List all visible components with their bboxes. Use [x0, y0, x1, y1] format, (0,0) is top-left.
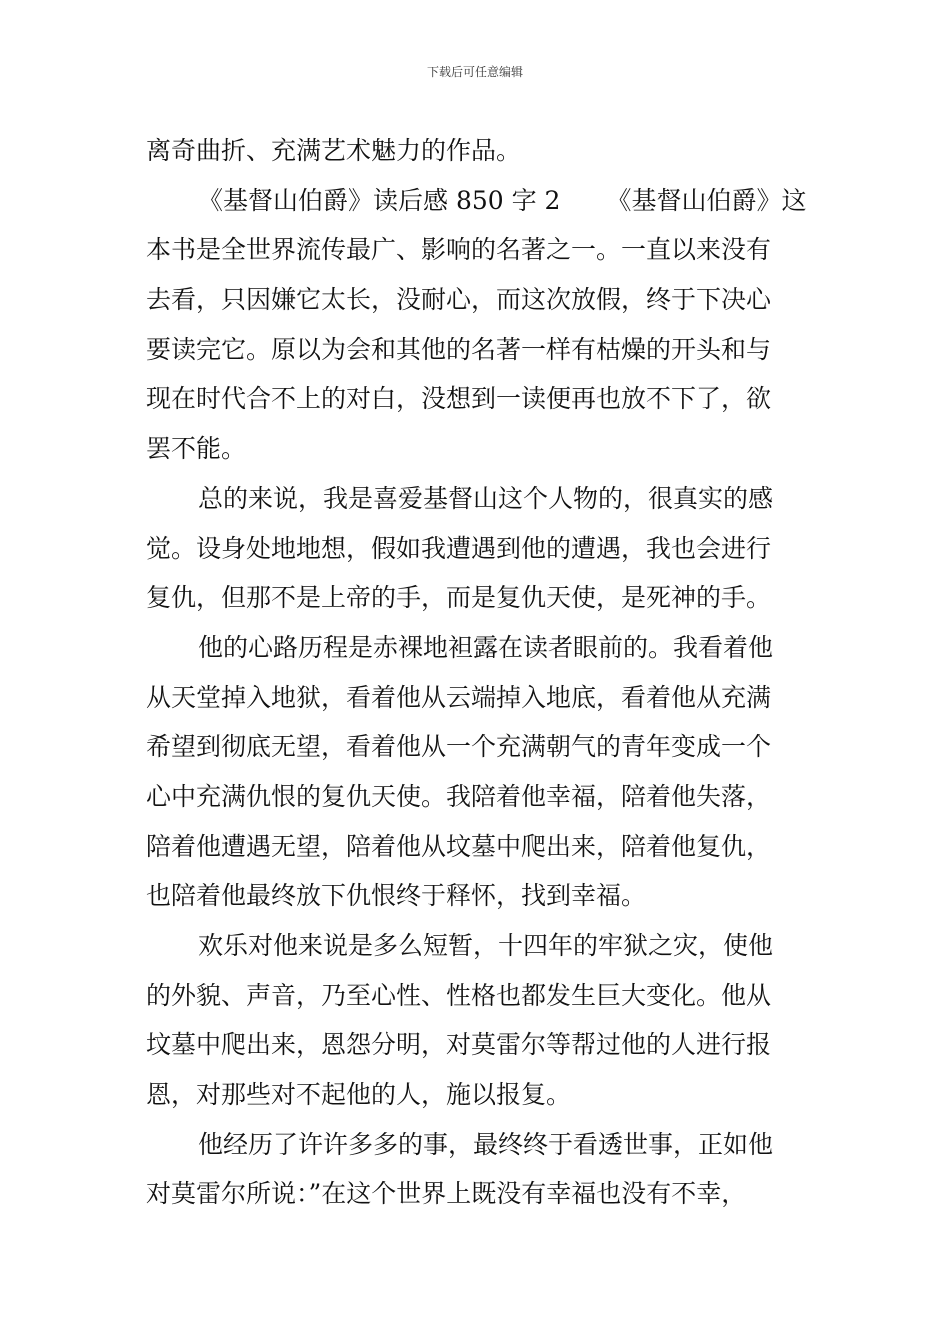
text-line: 觉。设身处地地想，假如我遭遇到他的遭遇，我也会进行 — [146, 533, 772, 563]
text-line: 现在时代合不上的对白，没想到一读便再也放不下了，欲 — [146, 384, 772, 414]
text-line: 要读完它。原以为会和其他的名著一样有枯燥的开头和与 — [146, 334, 772, 364]
text-line: 的外貌、声音，乃至心性、性格也都发生巨大变化。他从 — [146, 980, 772, 1010]
text-line: 欢乐对他来说是多么短暂，十四年的牢狱之灾，使他 — [198, 931, 774, 960]
text-line: 从天堂掉入地狱，看着他从云端掉入地底，看着他从充满 — [146, 682, 772, 712]
page-header-note: 下载后可任意编辑 — [426, 65, 523, 79]
text-line: 他的心路历程是赤裸地袒露在读者眼前的。我看着他 — [198, 632, 774, 662]
text-line: 对莫雷尔所说：”在这个世界上既没有幸福也没有不幸， — [146, 1179, 747, 1209]
text-line: 罢不能。 — [146, 434, 247, 464]
text-line: 也陪着他最终放下仇恨终于释怀，找到幸福。 — [146, 881, 647, 911]
text-line: 陪着他遭遇无望，陪着他从坟墓中爬出来，陪着他复仇， — [146, 831, 772, 861]
text-line: 坟墓中爬出来，恩怨分明，对莫雷尔等帮过他的人进行报 — [146, 1030, 772, 1060]
section-title: 《基督山伯爵》读后感 850 字 2 — [198, 185, 561, 215]
text-line: 他经历了许许多多的事，最终终于看透世事，正如他 — [198, 1129, 774, 1159]
text-line: 离奇曲折、充满艺术魅力的作品。 — [146, 136, 522, 165]
text-line: 复仇，但那不是上帝的手，而是复仇天使，是死神的手。 — [146, 583, 772, 613]
text-line: 去看，只因嫌它太长，没耐心，而这次放假，终于下决心 — [146, 285, 772, 315]
text-line: 心中充满仇恨的复仇天使。我陪着他幸福，陪着他失落， — [146, 781, 772, 811]
text-line-segment: 《基督山伯爵》这 — [606, 185, 806, 215]
text-line: 希望到彻底无望，看着他从一个充满朝气的青年变成一个 — [146, 732, 772, 762]
text-line: 总的来说，我是喜爱基督山这个人物的，很真实的感 — [198, 483, 774, 513]
text-line: 本书是全世界流传最广、影响的名著之一。一直以来没有 — [146, 235, 772, 265]
document-body — [146, 126, 806, 1219]
text-line — [146, 176, 806, 226]
text-line: 恩，对那些对不起他的人，施以报复。 — [146, 1080, 572, 1110]
